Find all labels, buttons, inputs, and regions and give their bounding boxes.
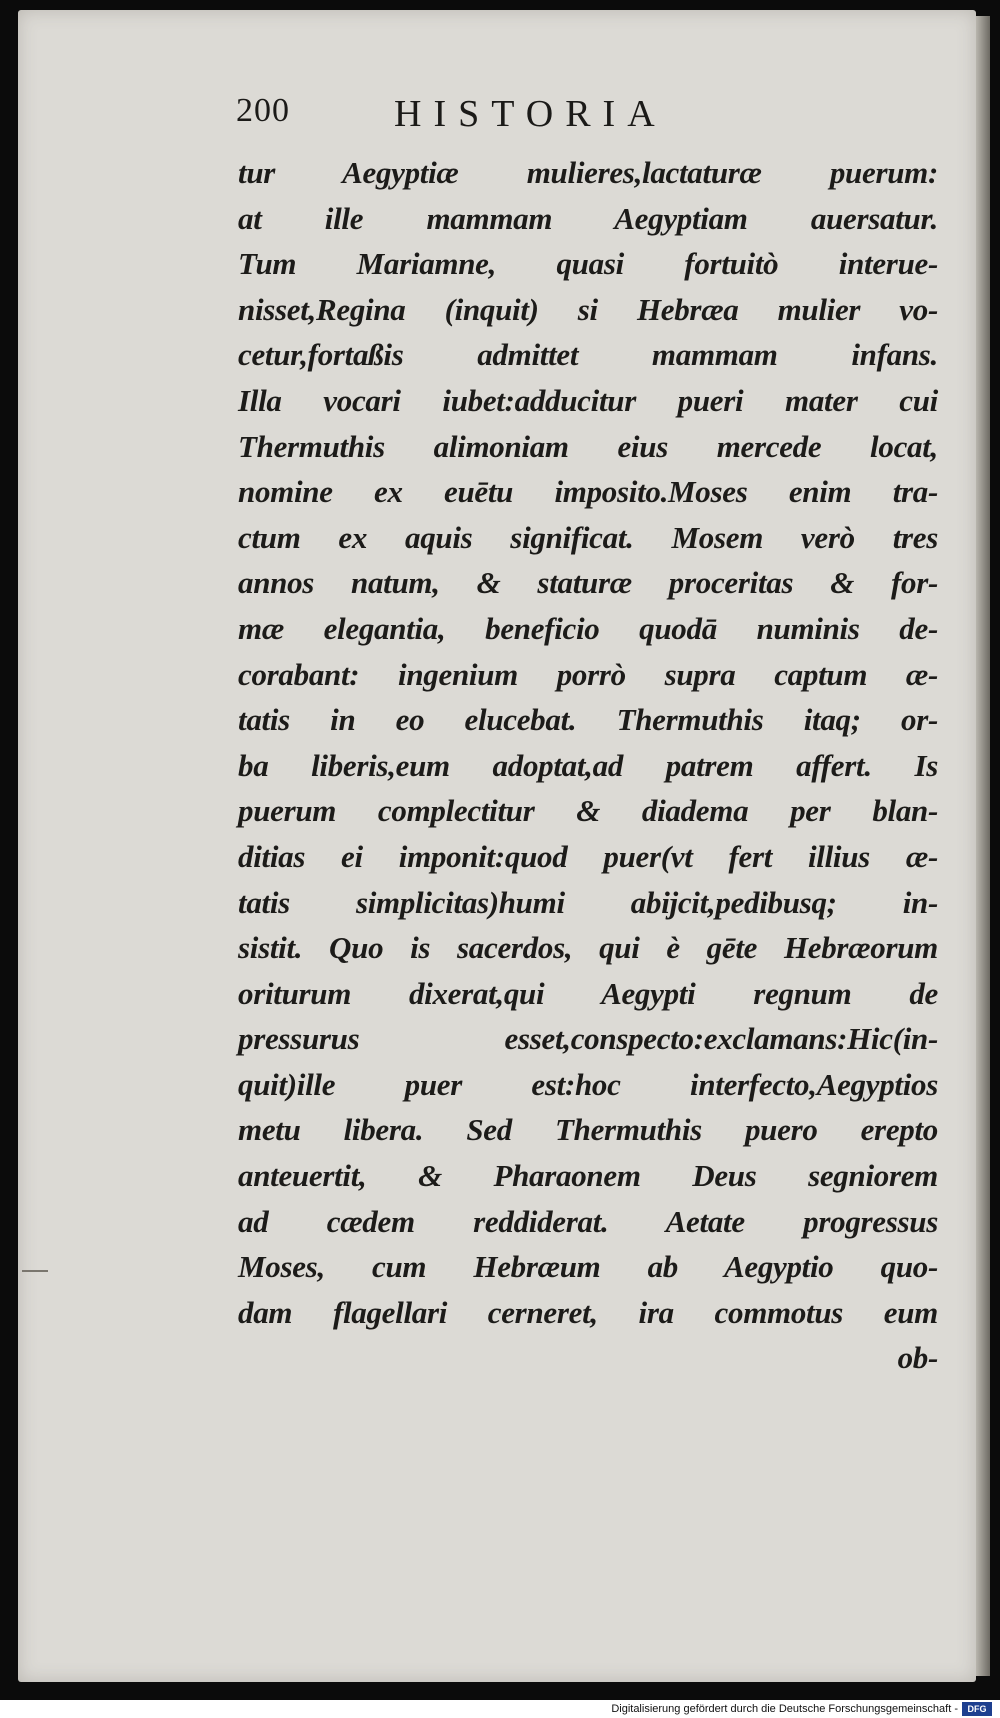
text-line: corabant: ingenium porrò supra captum æ- — [238, 656, 938, 692]
text-line: Illa vocari iubet:adducitur pueri mater cui — [238, 382, 938, 418]
text-line: ditias ei imponit:quod puer(vt fert illius æ- — [238, 838, 938, 874]
text-line: quit)ille puer est:hoc interfecto,Aegyptios — [238, 1066, 938, 1102]
text-line: nomine ex euētu imposito.Moses enim tra- — [238, 474, 938, 510]
page-number: 200 — [236, 92, 290, 129]
text-line: tatis in eo elucebat. Thermuthis itaq; or- — [238, 702, 938, 738]
text-line: tatis simplicitas)humi abijcit,pedibusq; in- — [238, 884, 938, 920]
text-line: cetur,fortaßis admittet mammam infans. — [238, 337, 938, 373]
text-line: oriturum dixerat,qui Aegypti regnum de — [238, 975, 938, 1011]
text-line: ad cædem reddiderat. Aetate progressus — [238, 1203, 938, 1239]
text-line: anteuertit, & Pharaonem Deus segniorem — [238, 1158, 938, 1194]
text-line: ctum ex aquis significat. Mosem verò tres — [238, 519, 938, 555]
text-block — [238, 150, 938, 1381]
running-title: HISTORIA — [394, 93, 667, 135]
text-line: tur Aegyptiæ mulieres,lactaturæ puerum: — [238, 155, 938, 190]
text-line: puerum complectitur & diadema per blan- — [238, 793, 938, 829]
catchword: ob- — [897, 1340, 938, 1376]
text-line: pressurus esset,conspecto:exclamans:Hic(in- — [238, 1021, 938, 1057]
text-line: sistit. Quo is sacerdos, qui è gēte Hebræorum — [238, 930, 938, 966]
text-line: annos natum, & staturæ proceritas & for- — [238, 565, 938, 601]
text-line: dam flagellari cerneret, ira commotus eum — [238, 1294, 938, 1330]
page-edge-shadow — [976, 16, 990, 1676]
page-header — [236, 92, 936, 142]
margin-mark — [22, 1270, 48, 1272]
funding-credit: Digitalisierung gefördert durch die Deutsche Forschungsgemeinschaft - — [611, 1703, 958, 1715]
text-line: nisset,Regina (inquit) si Hebræa mulier vo- — [238, 291, 938, 327]
text-line: Thermuthis alimoniam eius mercede locat, — [238, 428, 938, 464]
digitization-footer — [0, 1700, 1000, 1718]
text-line: mæ elegantia, beneficio quodā numinis de- — [238, 610, 938, 646]
text-line: ba liberis,eum adoptat,ad patrem affert. Is — [238, 747, 938, 783]
text-line: Tum Mariamne, quasi fortuitò interue- — [238, 246, 938, 282]
dfg-logo-icon[interactable]: DFG — [962, 1702, 992, 1716]
text-line: metu libera. Sed Thermuthis puero erepto — [238, 1112, 938, 1148]
text-line: at ille mammam Aegyptiam auersatur. — [238, 200, 938, 236]
text-line: Moses, cum Hebræum ab Aegyptio quo- — [238, 1249, 938, 1285]
